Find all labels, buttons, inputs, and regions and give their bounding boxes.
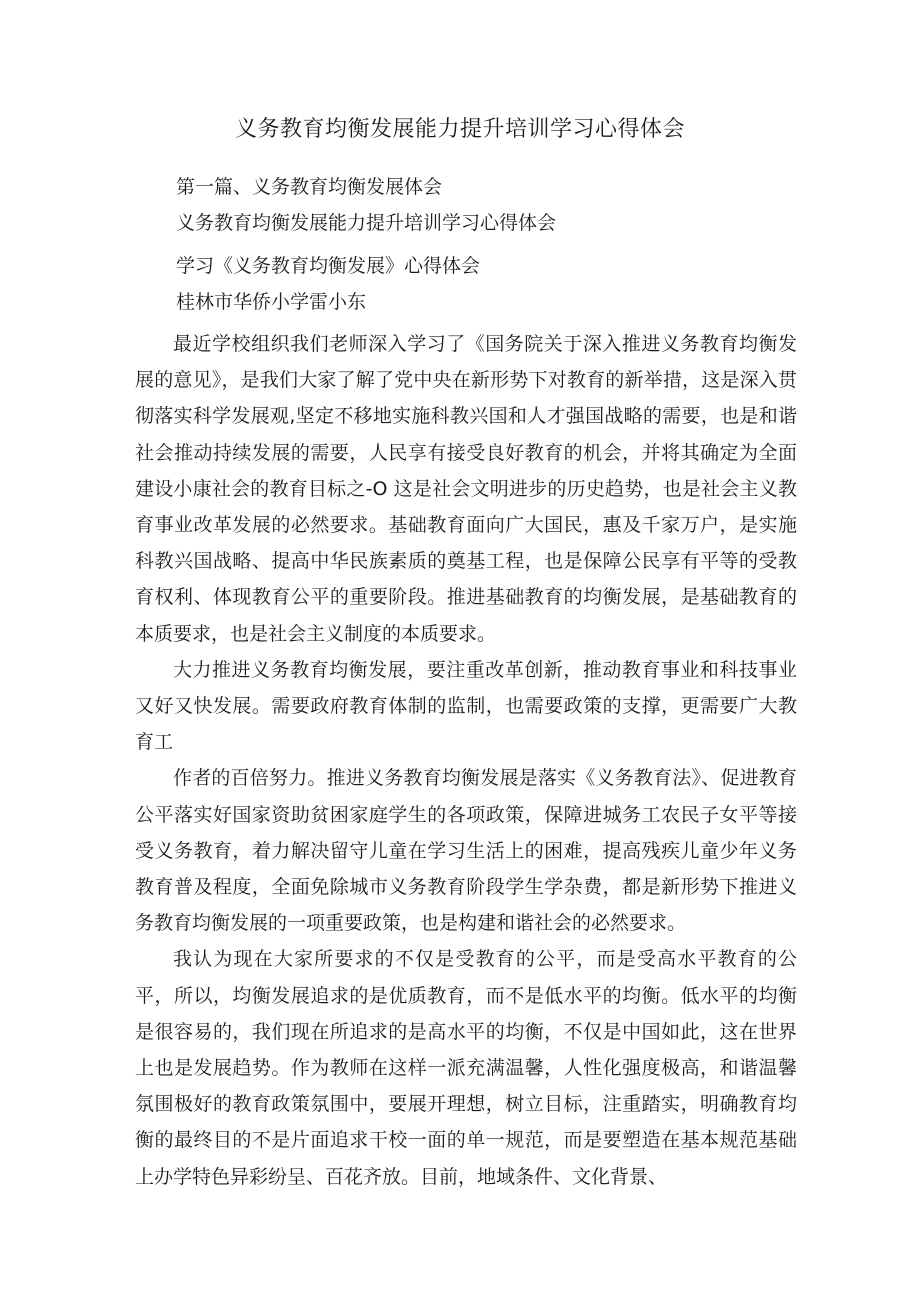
subtitle-line: 义务教育均衡发展能力提升培训学习心得体会 <box>176 212 557 234</box>
section-heading: 第一篇、义务教育均衡发展体会 <box>176 176 443 198</box>
body-paragraph: 作者的百倍努力。推进义务教育均衡发展是落实《义务教育法》、促进教育公平落实好国家资助贫困家庭学生的各项政策，保障进城务工农民子女平等接受义务教育，着力解决留守儿童在学习生活上的困难，提高残疾儿童少年义务教育普及程度，全面免除城市义务教育阶段学生学杂费，都是新形势下推进义务教育均衡发展的一项重要政策，也是构建和谐社会的必然要求。 <box>135 767 797 935</box>
body-text <box>135 326 797 1195</box>
body-paragraph: 最近学校组织我们老师深入学习了《国务院关于深入推进义务教育均衡发展的意见》，是我们大家了解了党中央在新形势下对教育的新举措，这是深入贯彻落实科学发展观,坚定不移地实施科教兴国和人才强国战略的需要，也是和谐社会推动持续发展的需要，人民享有接受良好教育的机会，并将其确定为全面建设小康社会的教育目标之-O 这是社会文明进步的历史趋势，也是社会主义教育事业改革发展的必然要求。基础教育面向广大国民，惠及千家万户，是实施科教兴国战略、提高中华民族素质的奠基工程，也是保障公民享有平等的受教育权利、体现教育公平的重要阶段。推进基础教育的均衡发展，是基础教育的本质要求，也是社会主义制度的本质要求。 <box>135 333 797 645</box>
body-paragraph: 大力推进义务教育均衡发展，要注重改革创新，推动教育事业和科技事业又好又快发展。需要政府教育体制的监制，也需要政策的支撑，更需要广大教育工 <box>135 658 797 754</box>
body-paragraph: 我认为现在大家所要求的不仅是受教育的公平，而是受高水平教育的公平，所以，均衡发展追求的是优质教育，而不是低水平的均衡。低水平的均衡是很容易的，我们现在所追求的是高水平的均衡，不仅是中国如此，这在世界上也是发展趋势。作为教师在这样一派充满温馨，人性化强度极高，和谐温馨氛围极好的教育政策氛围中，要展开理想，树立目标，注重踏实，明确教育均衡的最终目的不是片面追求干校一面的单一规范，而是要塑造在基本规范基础上办学特色异彩纷呈、百花齐放。目前，地域条件、文化背景、 <box>135 948 797 1188</box>
author-line: 桂林市华侨小学雷小东 <box>176 291 367 313</box>
article-title-line: 学习《义务教育均衡发展》心得体会 <box>176 255 481 277</box>
document-title: 义务教育均衡发展能力提升培训学习心得体会 <box>234 117 685 142</box>
